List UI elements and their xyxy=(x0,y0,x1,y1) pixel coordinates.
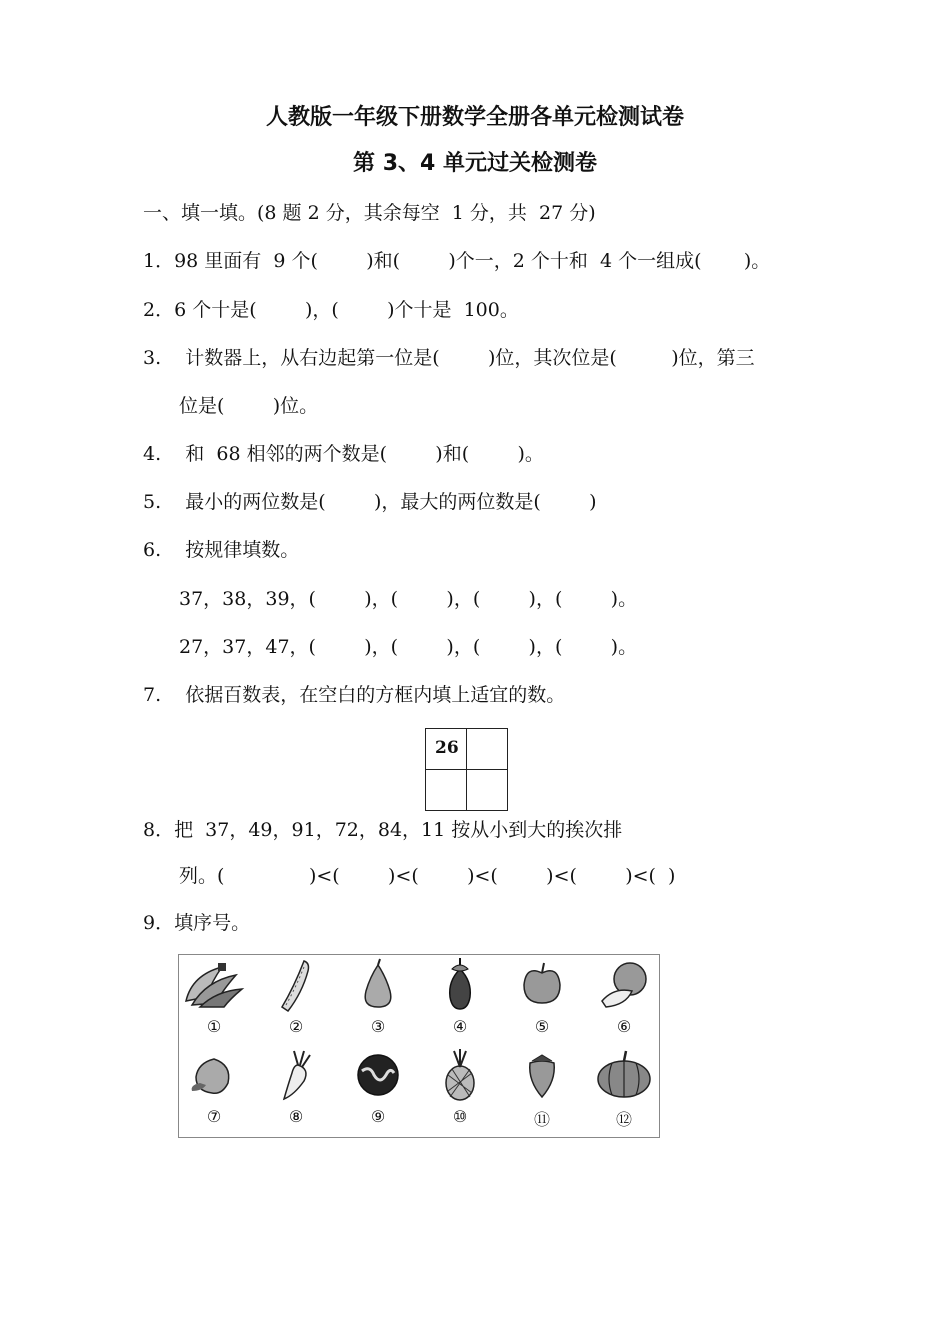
grid-number: 26 xyxy=(435,738,459,758)
fruit-item xyxy=(507,957,577,1036)
question-2: 2．6 个十是( )，( )个十是 100。 xyxy=(143,299,519,321)
fruit-number: ⑤ xyxy=(534,1017,550,1036)
fruit-number: ② xyxy=(288,1017,304,1036)
fruit-item xyxy=(179,957,249,1036)
fruit-item xyxy=(589,1047,659,1130)
eggplant-icon xyxy=(428,957,492,1013)
question-7: 7. 依据百数表，在空白的方框内填上适宜的数。 xyxy=(143,684,566,706)
peach-icon xyxy=(182,1047,246,1103)
cucumber-icon xyxy=(264,957,328,1013)
apple-icon xyxy=(510,957,574,1013)
cabbage-icon xyxy=(592,957,656,1013)
question-6: 6. 按规律填数。 xyxy=(143,539,300,561)
pear-icon xyxy=(346,957,410,1013)
watermelon-icon xyxy=(346,1047,410,1103)
fruit-number: ⑧ xyxy=(288,1107,304,1126)
fruit-item xyxy=(589,957,659,1036)
fruit-picture-box xyxy=(178,954,660,1138)
fruit-item xyxy=(425,1047,495,1126)
fruit-item xyxy=(343,1047,413,1126)
question-9: 9．填序号。 xyxy=(143,912,251,934)
fruit-item xyxy=(425,957,495,1036)
question-6-row-2: 27，37，47，( )，( )，( )，( )。 xyxy=(179,636,638,658)
page-subtitle: 第 3、4 单元过关检测卷 xyxy=(353,151,597,176)
fruit-number: ⑪ xyxy=(533,1110,550,1129)
fruit-item xyxy=(179,1047,249,1126)
fruit-number: ⑫ xyxy=(615,1110,632,1129)
fruit-item xyxy=(261,1047,331,1126)
fruit-number: ⑥ xyxy=(616,1017,632,1036)
pineapple-icon xyxy=(428,1047,492,1103)
banana-icon xyxy=(182,957,246,1013)
fruit-item xyxy=(343,957,413,1036)
hundred-chart-grid xyxy=(425,728,508,811)
question-3-cont: 位是( )位。 xyxy=(179,395,319,417)
question-6-row-1: 37，38，39，( )，( )，( )，( )。 xyxy=(179,588,638,610)
fruit-number: ⑨ xyxy=(370,1107,386,1126)
question-8: 8．把 37，49，91，72，84，11 按从小到大的挨次排 xyxy=(143,819,623,841)
fruit-item xyxy=(507,1047,577,1130)
fruit-number: ⑩ xyxy=(452,1107,468,1126)
question-4: 4. 和 68 相邻的两个数是( )和( )。 xyxy=(143,443,544,465)
page-title: 人教版一年级下册数学全册各单元检测试卷 xyxy=(265,105,684,130)
radish-icon xyxy=(264,1047,328,1103)
fruit-number: ① xyxy=(206,1017,222,1036)
question-3: 3. 计数器上，从右边起第一位是( )位，其次位是( )位，第三 xyxy=(143,347,755,369)
pumpkin-icon xyxy=(592,1047,656,1103)
question-1: 1．98 里面有 9 个( )和( )个一，2 个十和 4 个一组成( )。 xyxy=(143,250,771,272)
question-8-cont: 列。( )<( )<( )<( )<( )<( ) xyxy=(179,865,676,887)
strawberry-icon xyxy=(510,1047,574,1103)
fruit-number: ④ xyxy=(452,1017,468,1036)
grid-divider-horizontal xyxy=(426,769,507,770)
question-5: 5. 最小的两位数是( )，最大的两位数是( ) xyxy=(143,491,597,513)
fruit-number: ③ xyxy=(370,1017,386,1036)
section-heading: 一、填一填。(8 题 2 分，其余每空 1 分，共 27 分) xyxy=(143,202,596,224)
fruit-number: ⑦ xyxy=(206,1107,222,1126)
fruit-item xyxy=(261,957,331,1036)
